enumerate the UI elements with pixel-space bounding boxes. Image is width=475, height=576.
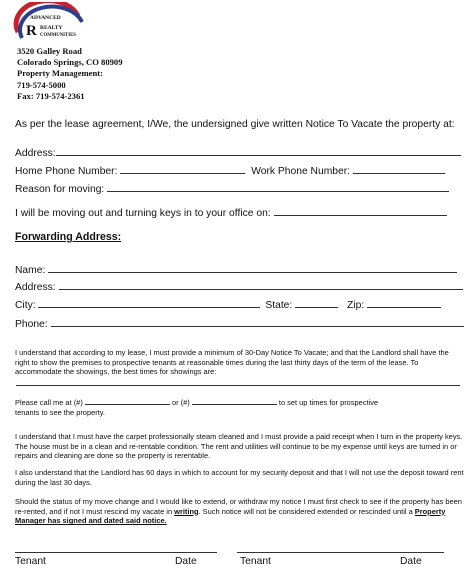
date-1-label: Date (175, 556, 197, 567)
tenant-1-label: Tenant (15, 556, 46, 567)
status-pm-signed: Property Manager has signed and dated said notice. (15, 506, 446, 526)
company-city: Colorado Springs, CO 80909 (17, 57, 123, 68)
logo-text-realty: REALTY (40, 25, 63, 31)
carpet-paragraph: I understand that I must have the carpet professionally steam cleaned and I must provide a paid receipt when I turn in the property keys. The house must be in a clean and re-rentable condition. The rent and utilities will continue to be my expense until keys are turned in or repairs and cleaning are done so the property is rerentable. (15, 432, 463, 461)
moving-out-line[interactable] (274, 205, 447, 216)
address-label: Address: (15, 148, 56, 159)
fwd-address-row (15, 279, 463, 293)
fwd-city-row (15, 297, 441, 311)
fwd-state-line[interactable] (295, 297, 338, 308)
fwd-city-line[interactable] (38, 297, 260, 308)
intro-text: As per the lease agreement, I/We, the undersigned give written Notice To Vacate the property at: (15, 119, 455, 130)
logo-text-communities: COMMUNITIES (40, 33, 76, 38)
company-fax: Fax: 719-574-2361 (17, 90, 85, 101)
fwd-zip-line[interactable] (367, 297, 441, 308)
tenant-2-label: Tenant (240, 556, 271, 567)
call-phone-1-line[interactable] (85, 397, 170, 405)
deposit-paragraph: I also understand that the Landlord has 60 days in which to account for my security deposit and that I will not use the deposit toward rent during the last 30 days. (15, 468, 464, 487)
showing-times-line[interactable] (16, 385, 460, 386)
fwd-name-row (15, 262, 457, 276)
home-phone-label: Home Phone Number: (15, 166, 118, 177)
home-phone-line[interactable] (120, 163, 245, 174)
call-text-b: or (#) (171, 398, 190, 407)
fwd-zip-label: Zip: (347, 300, 365, 311)
tenant-2-signature-line[interactable] (237, 552, 444, 553)
address-row (15, 145, 461, 159)
phone-row (15, 163, 445, 177)
status-text-b: . Such notice will not be considered extended or rescinded until a (198, 506, 415, 516)
company-street: 3520 Galley Road (17, 46, 82, 56)
showing-text: I understand that according to my lease, I must provide a minimum of 30-Day Notice To Vacate; and that the Landlord shall have the right to show the premises to prospective tenants at reasonable times during the last thirty days of the term of the lease. To accommodate the showings, the best times for showings are: (15, 348, 449, 377)
fwd-name-line[interactable] (48, 262, 457, 273)
logo-text-r: R (26, 23, 37, 39)
reason-row (15, 181, 449, 195)
tenant-1-signature-line[interactable] (15, 552, 217, 553)
fwd-city-label: City: (15, 300, 36, 311)
fwd-address-line[interactable] (59, 279, 463, 290)
fwd-state-label: State: (265, 300, 293, 311)
showing-paragraph (15, 348, 464, 377)
fwd-phone-row (15, 316, 464, 330)
moving-out-label: I will be moving out and turning keys in to your office on: (15, 208, 271, 219)
work-phone-line[interactable] (353, 163, 445, 174)
moving-out-row (15, 205, 447, 219)
status-paragraph (15, 497, 464, 526)
call-text-a: Please call me at (#) (15, 398, 83, 407)
call-text-d: tenants to see the property. (15, 407, 105, 417)
status-text-a: Should the status of my move change and I would like to extend, or withdraw my notice I must first check to see if the property has been re-rented, and if not I must rescind my vacate in (15, 497, 462, 516)
company-pm-label: Property Management: (17, 68, 103, 79)
logo-text-advanced: ADVANCED (30, 15, 61, 21)
fwd-address-label: Address: (15, 282, 56, 293)
company-logo (8, 2, 88, 46)
fwd-phone-line[interactable] (51, 316, 464, 327)
work-phone-label: Work Phone Number: (251, 166, 351, 177)
call-text-c: to set up times for prospective (278, 398, 379, 407)
call-phone-2-line[interactable] (192, 397, 277, 405)
date-2-label: Date (400, 556, 422, 567)
address-line[interactable] (56, 145, 461, 156)
status-writing: writing (174, 506, 199, 516)
company-address-block (17, 46, 123, 102)
reason-label: Reason for moving: (15, 184, 105, 195)
fwd-phone-label: Phone: (15, 319, 48, 330)
call-paragraph (15, 397, 464, 417)
forwarding-title: Forwarding Address: (15, 231, 122, 243)
reason-line[interactable] (107, 181, 449, 192)
company-phone: 719-574-5000 (17, 79, 66, 90)
fwd-name-label: Name: (15, 265, 46, 276)
